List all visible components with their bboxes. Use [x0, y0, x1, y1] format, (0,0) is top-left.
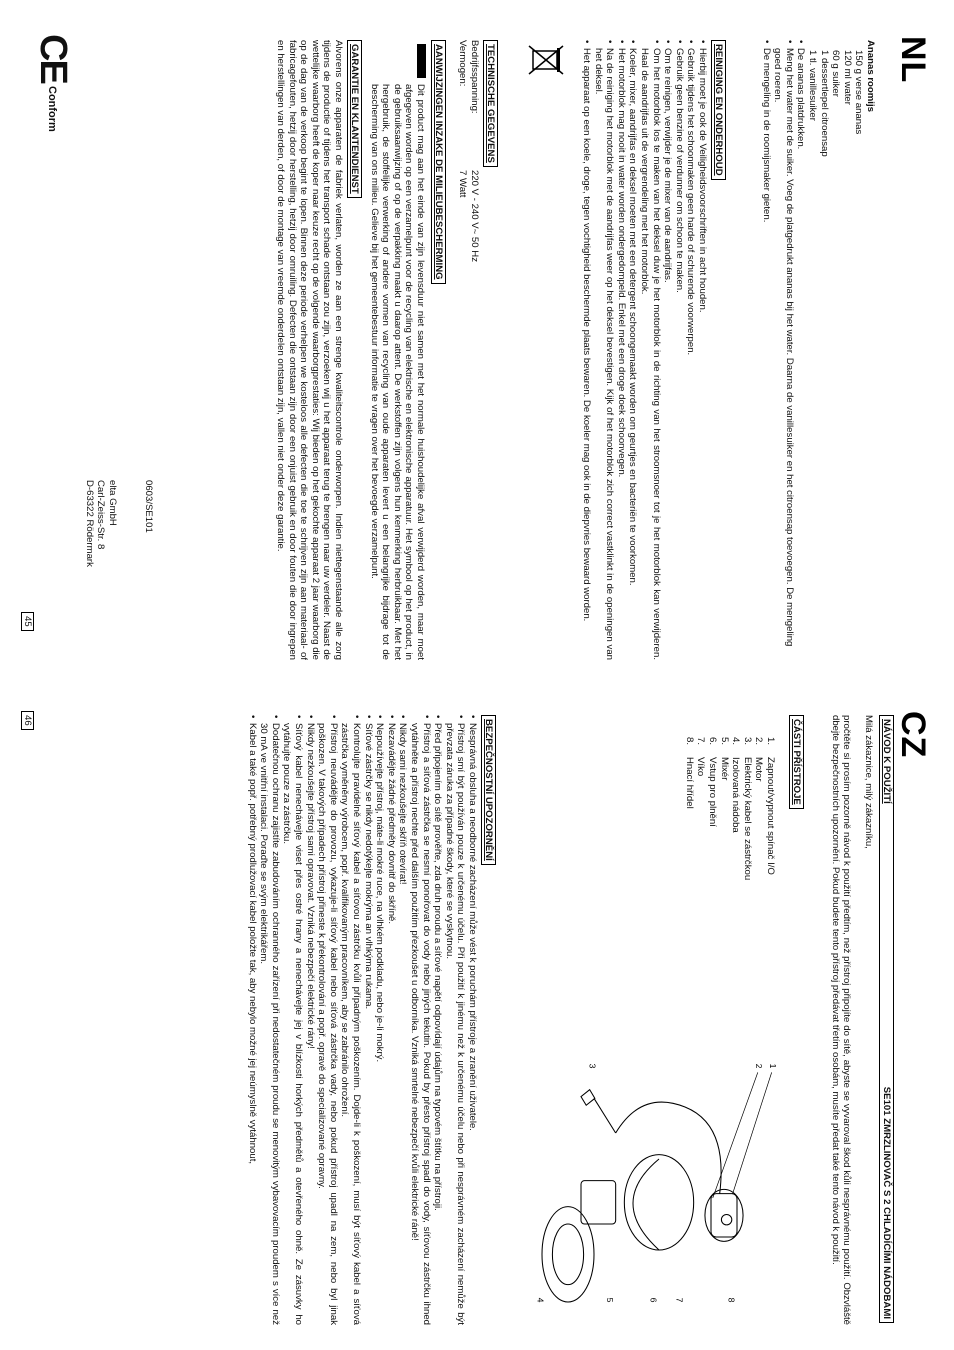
part-item: 4. Izolovaná nádoba [730, 737, 742, 833]
intro [829, 715, 874, 1325]
ingredient: 120 ml water [841, 50, 853, 105]
safety-item: • Nepoužívejte přístroj, máte-li mokré ruce, na vlhkém podkladu, nebo je-li mokrý. [374, 715, 386, 1325]
diagram-label: 2 [754, 1063, 765, 1069]
safety-item: • Kabel a také popř. potřebný prodlužovací kabel položte tak, aby nebylo možné jej neúmyslně vytáhnout, [246, 715, 258, 1325]
tech-row [468, 40, 480, 440]
safety-item: • Nesprávná obsluha a neodborné zacházení může vést k poruchám přístroje a zranění uživatele. [466, 715, 478, 1325]
safety-heading: BEZPEČNOSTNÍ UPOZORNĚNÍ [481, 715, 496, 865]
tech-heading: TECHNISCHE GEGEVENS [483, 40, 498, 167]
recipe-step: • De mengeling in de roomijsmaker gieten. [760, 40, 772, 670]
part-item: 3. Elektrický kabel se zástrčkou [741, 737, 753, 881]
ingredient: 1 dessertlepel citroensap [818, 50, 830, 157]
part-item: 2. Motor [753, 737, 765, 782]
part-item: 6. Vstup pro plnění [707, 737, 719, 827]
tech-value: 7 Watt [457, 170, 469, 198]
cleaning-item: • Het motorblok mag nooit in water worden ondergedompeld. Enkel met een droge doek schoonvegen. [615, 40, 627, 660]
title-right: SE101 ZMRZLINOVAČ S 2 CHLADÍCÍMI NÁDOBAMI [881, 1086, 892, 1319]
safety-item: • Síťové zástrčky se nikdy nedotýkejte mokrýma an vlhkýma rukama. [362, 715, 374, 1325]
recipe-title: Ananas roomijs [865, 40, 876, 112]
recipe [760, 40, 876, 647]
cleaning-item: • Hierbij moet je ook de Veiligheidsvoorschriften in acht houden. [696, 40, 708, 660]
safety-item: • Přístroj neuvádějte do provozu, vykazuje-li síťový kabel nebo síťová zástrčka vady, nebo pokud přístroj upadl na zem, nebo byl jinak poškozen. V takových případech přístroj přineste k překontrolování a popř. opravě do specializované opravny. [316, 715, 339, 1325]
cleaning-item: • Om te reinigen, verwijder je de mixer van de aandrijfas. [662, 40, 674, 660]
crossed-bin-icon [526, 42, 566, 78]
ingredient: 60 g suiker [830, 50, 842, 97]
recipe-ingredients [806, 40, 864, 340]
part-item: 8. Hnací hřídel [683, 737, 695, 809]
safety-item: • Nezavádějte žádné předměty dovnitř do skříně. [385, 715, 397, 1325]
environment-heading: AANWIJZINGEN INZAKE DE MILIEUBESCHERMING [431, 40, 446, 284]
safety-item: • Nikdy sami nezkoušejte skříň otevírat! [397, 715, 409, 1325]
diagram-label: 8 [726, 1297, 737, 1303]
safety-item: • Před připojením do sítě prověřte, zda druh proudu a síťové napětí odpovídají údajům na typovém štítku na přístroji. [432, 715, 444, 1325]
safety-item: • Nikdy nezkoušejte přístroj sami opravovat. Vzniká nebezpečí elektrické rány! [304, 715, 316, 1325]
recipe-step: • De ananas platdrukken. [795, 40, 807, 670]
page-number: 46 [21, 711, 34, 730]
title-left: NÁVOD K POUŽITÍ [881, 719, 892, 804]
title-bar [879, 715, 894, 1323]
diagram-label: 1 [767, 1063, 778, 1069]
recipe-steps [760, 40, 806, 670]
appliance-diagram [514, 1055, 804, 1315]
tech-row [457, 40, 469, 440]
page-number: 45 [21, 612, 34, 631]
address-line: D-63322 Rödermark [83, 480, 95, 567]
tech-table [457, 40, 480, 440]
conform-label: Conform [46, 86, 58, 132]
diagram-label: 7 [674, 1297, 685, 1303]
safety-list [246, 715, 478, 1325]
safety-item: • Přístroj a síťová zástrčka se nesmí ponořovat do vody nebo jiných tekutin. Pokud by přesto přístroj spadl do vody, síťovou zástrčku ihned vytáhněte a přístroj nechte před dalším použitím přezkoušet u odborníka. Vzniká smrtelné nebezpečí kvůli elektrické ráně! [408, 715, 431, 1325]
part-item: 7. Víko [695, 737, 707, 777]
safety-item: • Přístroj smí být používán pouze k určenému účelu. Při použití k jinému než k určenému účelu nebo při nesprávném zacházení nemůže být převzata záruka za případné škody, které se vyskytnou. [443, 715, 466, 1325]
tech-label: Bedrijfsspanning: [469, 40, 480, 114]
tech-label: Vermogen: [457, 40, 469, 87]
diagram-label: 6 [648, 1297, 659, 1303]
cleaning-item: • Het apparaat op een koele, droge, tegen vochtigheid beschermde plaats bewaren. De koeler mag ook in de diepvries bewaard worden. [580, 40, 592, 660]
cleaning-item: • Gebruik geen benzine of verdunner om schoon te maken. [673, 40, 685, 660]
cleaning-heading: REINIGING EN ONDERHOUD [711, 40, 726, 180]
cleaning-item: • Gebruik tijdens het schoonmaken geen harde of schurende voorwerpen. [685, 40, 697, 660]
parts-heading: ČÁSTI PŘÍSTROJE [789, 715, 804, 809]
recipe-step: • Meng het water met de suiker. Voeg de platgedrukt ananas bij het water. Daarna de vanillesuiker en het citroensap toevoegen. De mengeling goed roeren. [772, 40, 795, 670]
safety-item: • Kontrolujte pravidelně síťový kabel a síťovou zástrčku kvůli případným poškozením. Dojde-li k poškození, musí být síťový kabel a síťová zástrčka vyměněny výrobcem, popř. kvalifikovaným pracovníkem, aby se zabránilo ohrožení. [339, 715, 362, 1325]
part-item: 5. Mixér [718, 737, 730, 781]
cleaning-item: • Na de reiniging het motorblok met de aandrijfas weer op het deksel bevestigen. Kijk of het motorblok zich correct vastklinkt in de openingen van het deksel. [592, 40, 615, 660]
cleaning-list [580, 40, 708, 660]
warranty-heading: GARANTIE EN KLANTENDIENST [347, 40, 362, 198]
diagram-label: 5 [605, 1297, 615, 1303]
bin-bar [417, 44, 426, 78]
intro-greeting: Milá zákaznice, milý zákazníku, [863, 715, 874, 849]
safety-item: • Dodatečnou ochranu zajistíte zabudováním ochranného zařízení při nedostatečném proudu se menovitým vybavovacím proudem s více než 30 mA ve vnitřní instalaci. Poraďte se svým elektrikářem. [258, 715, 281, 1325]
parts-list [683, 737, 776, 937]
page-cz [0, 675, 954, 1350]
ingredient: 150 g verse ananas [853, 50, 865, 135]
environment-text: Dit product mag aan het einde van zijn levensduur niet samen met het normale huishoudelijke afval verwijderd worden, maar moet afgegeven worden op een verzamelpunt voor de recycling van elektrische en elektronische apparatuur. Het symbool op het product, in de gebruiksaanwijzing of op de verpakking maakt u daarop attent. De werkstoffen zijn volgens hun kenmerking herbruikbaar. Met het hergebruik, de stoffelijke verwerking of andere vormen van recycling van oude apparaten levert u een belangrijke bijdrage tot de bescherming van ons milieu. Gelieve bij het gemeentebestuur informatie te vragen over het bevoegde verzamelpunt. [368, 84, 426, 660]
safety-item: • Síťový kabel nenechávejte viset přes ostré hrany a nenechávejte jej v blízkosti horkých předmětů a otevřeného ohně. Ze zásuvky ho vytáhujte pouze za zástrčku. [281, 715, 304, 1325]
ce-mark: CE [32, 34, 74, 83]
address-line: Carl-Zeiss-Str. 8 [95, 480, 107, 550]
diagram-label: 3 [587, 1063, 598, 1069]
intro-text: pročtěte si prosím pozorně návod k použití předtím, než přístroj připojíte do sítě, abyste se vyvaroval škod kůli nesprávnému použití. Obzvláště dbejte bezpečnostních upozornění. Pokud budete tento přístroj předávat třetím osobám, musíte předat také tento návod k použití. [829, 715, 853, 1325]
part-item: 1. Zapnout/vypnout spínač I/O [765, 737, 776, 875]
warranty-text: Alvorens onze apparaten de fabriek verlaten, worden ze aan een strenge kwaliteitscontrole onderworpen. Indien niettegenstaande alle zorg tijdens de productie of tijdens het transport schade ontstaan zou zijn, verzoeken wij u het apparaat terug te brengen naar uw verdeler. Naast de wettelijke waarborg heeft de koper naar keuze recht op de volgende waarborgprestaties: Wij bieden op het gekochte apparaat 2 jaar waarborg die op de dag van de verkoop begint te lopen. Binnen deze periode verhelpen we kosteloos alle defecten die toe te schrijven zijn aan materiaal- of fabricagefouten, hetzij door herstelling, hetzij door omruiling. Defecten die ontstaan zijn door een onjuist gebruik en door fouten die door ingrepen en herstellingen van derden, of door de montage van vreemde onderdelen ontstaan zijn, vallen niet onder deze garantie. [275, 40, 344, 660]
address [83, 480, 118, 567]
cleaning-item: • Koeler, mixer, aandrijfas en deksel moeten met een detergent schoongemaakt worden om geurtjes en bacteriën te voorkomen. [627, 40, 639, 660]
document-code: 0603/SE101 [143, 480, 154, 533]
language-heading-nl: NL [894, 36, 932, 84]
address-line: elta GmbH [107, 480, 118, 526]
cleaning-item: • Om het motorblok los te maken van het deksel duw je het motorblok in de richting van het stroomsnoer tot je het motorblok kan verwijderen. Haal de aandrijfas uit de vergrendeling met het motorblok. [638, 40, 661, 660]
tech-value: 220 V - 240 V~ 50 Hz [469, 170, 480, 262]
ingredient: 1 tl. vanillesuiker [807, 50, 819, 121]
diagram-label: 4 [535, 1297, 546, 1303]
language-heading-cz: CZ [894, 711, 932, 759]
